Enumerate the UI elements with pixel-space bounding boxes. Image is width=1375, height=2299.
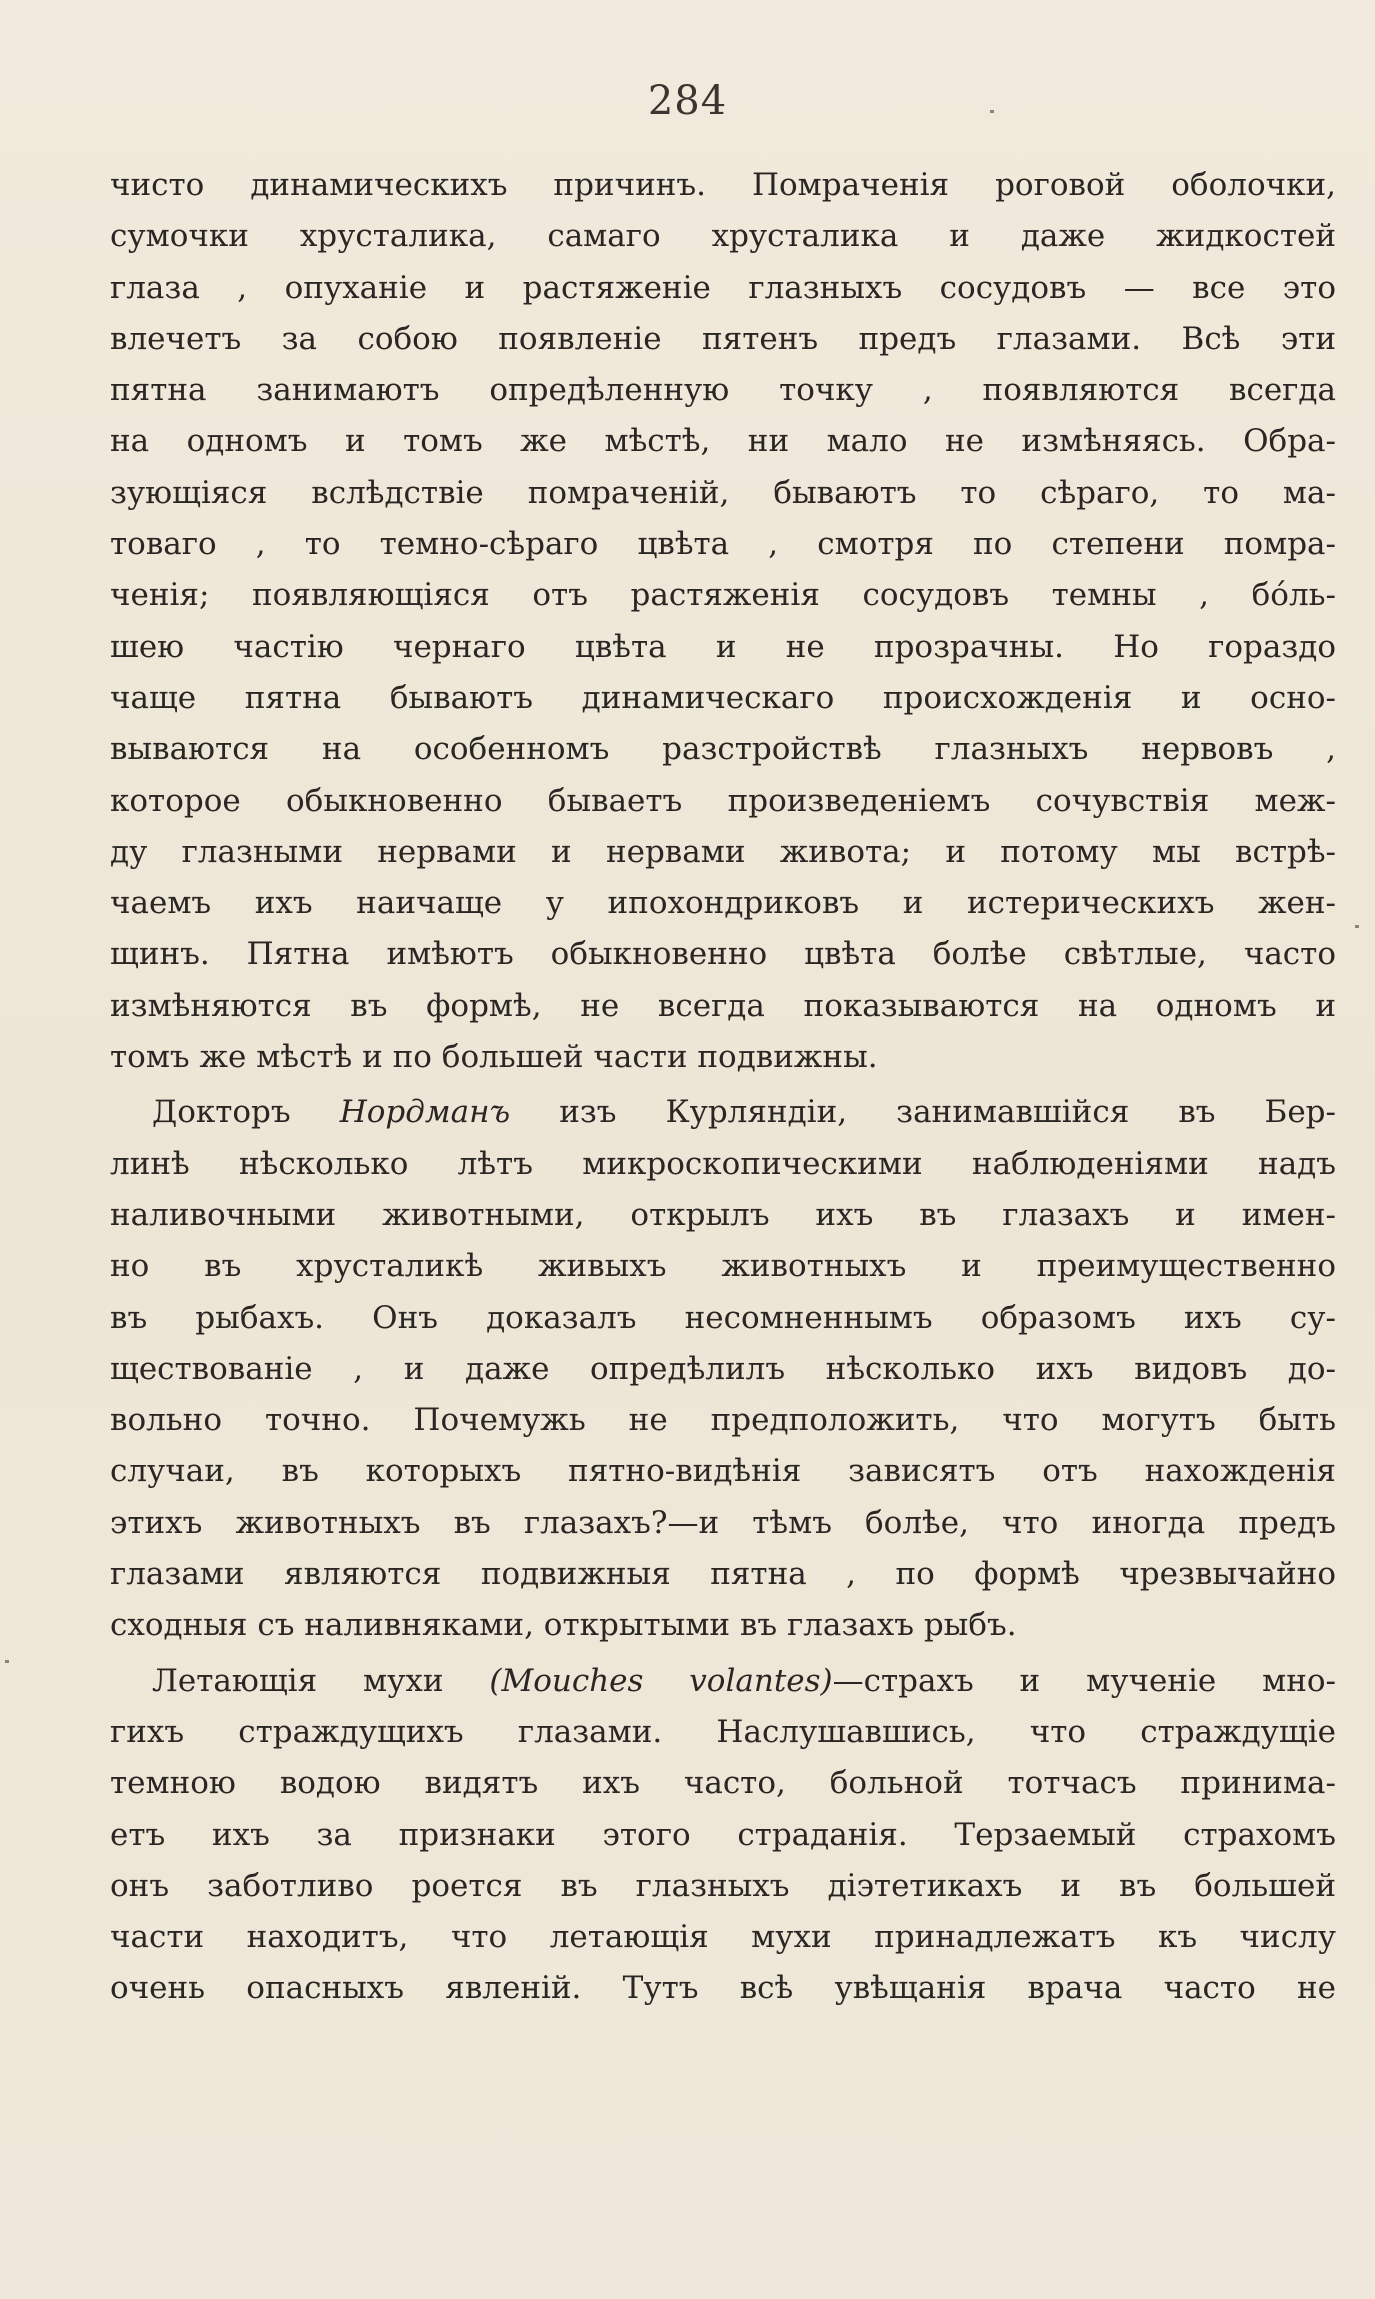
text-line: зующіяся вслѣдствіе помраченій, бываютъ то сѣраго, то ма- — [110, 474, 1336, 511]
paragraph-3 — [110, 1656, 1336, 2015]
text-line: чисто динамическихъ причинъ. Помраченія роговой оболочки, — [110, 167, 1336, 203]
text-line: чаемъ ихъ наичаще у ипохондриковъ и истерическихъ жен- — [110, 885, 1336, 922]
line-suffix: —страхъ и мученіе мно- — [832, 1662, 1336, 1699]
text-line: щинъ. Пятна имѣютъ обыкновенно цвѣта болѣе свѣтлые, часто — [110, 936, 1336, 973]
text-line: онъ заботливо роется въ глазныхъ діэтетикахъ и въ большей — [110, 1867, 1336, 1904]
text-line: томъ же мѣстѣ и по большей части подвижны. — [110, 1039, 878, 1076]
text-line: части находитъ, что летающія мухи принадлежатъ къ числу — [110, 1919, 1336, 1956]
text-line: ченія; появляющіяся отъ растяженія сосудовъ темны , бо́ль- — [110, 577, 1336, 614]
text-line: вольно точно. Почемужь не предположить, что могутъ быть — [110, 1402, 1336, 1439]
text-line: темною водою видятъ ихъ часто, больной тотчасъ принима- — [110, 1765, 1336, 1802]
line-suffix: изъ Курляндіи, занимавшійся въ Бер- — [510, 1094, 1336, 1131]
body-text — [110, 160, 1336, 2015]
text-line: ществованіе , и даже опредѣлилъ нѣсколько ихъ видовъ до- — [110, 1350, 1336, 1387]
scan-speck — [990, 110, 994, 113]
text-line: глазами являются подвижныя пятна , по формѣ чрезвычайно — [110, 1556, 1336, 1593]
text-line: ду глазными нервами и нервами живота; и потому мы встрѣ- — [110, 833, 1336, 870]
page-number: 284 — [647, 78, 728, 124]
text-line: товаго , то темно-сѣраго цвѣта , смотря по степени помра- — [110, 526, 1336, 563]
italic-name: Нордманъ — [339, 1094, 511, 1131]
line-prefix: Докторъ — [152, 1094, 340, 1131]
text-line: вываются на особенномъ разстройствѣ глазныхъ нервовъ , — [110, 731, 1336, 768]
text-line: на одномъ и томъ же мѣстѣ, ни мало не измѣняясь. Обра- — [110, 423, 1336, 460]
paragraph-2 — [110, 1087, 1336, 1651]
text-line: сумочки хрусталика, самаго хрусталика и даже жидкостей — [110, 218, 1336, 255]
text-line: очень опасныхъ явленій. Тутъ всѣ увѣщанія врача часто не — [110, 1970, 1336, 2007]
text-line: шею частію чернаго цвѣта и не прозрачны. Но гораздо — [110, 628, 1336, 665]
line-prefix: Летающія мухи — [152, 1662, 490, 1699]
text-line: которое обыкновенно бываетъ произведеніемъ сочувствія меж- — [110, 782, 1336, 819]
text-line: въ рыбахъ. Онъ доказалъ несомненнымъ образомъ ихъ су- — [110, 1299, 1336, 1336]
text-line: глаза , опуханіе и растяженіе глазныхъ сосудовъ — все это — [110, 269, 1336, 306]
italic-term: (Mouches volantes) — [489, 1662, 833, 1699]
scan-speck — [1355, 925, 1359, 928]
text-line: линѣ нѣсколько лѣтъ микроскопическими наблюденіями надъ — [110, 1145, 1336, 1182]
text-line: измѣняются въ формѣ, не всегда показываются на одномъ и — [110, 987, 1336, 1024]
text-line: наливочными животными, открылъ ихъ въ глазахъ и имен- — [110, 1196, 1336, 1233]
text-line: етъ ихъ за признаки этого страданія. Терзаемый страхомъ — [110, 1816, 1336, 1853]
text-line-with-italic — [110, 1656, 1336, 1707]
paragraph-1 — [110, 160, 1336, 1083]
text-line: этихъ животныхъ въ глазахъ?—и тѣмъ болѣе, что иногда предъ — [110, 1504, 1336, 1541]
text-line: гихъ страждущихъ глазами. Наслушавшись, что страждущіе — [110, 1713, 1336, 1750]
text-line-with-italic — [110, 1087, 1336, 1138]
text-line: но въ хрусталикѣ живыхъ животныхъ и преимущественно — [110, 1248, 1336, 1285]
scan-speck — [5, 1660, 9, 1663]
text-line: пятна занимаютъ опредѣленную точку , появляются всегда — [110, 372, 1336, 409]
text-line: влечетъ за собою появленіе пятенъ предъ глазами. Всѣ эти — [110, 320, 1336, 357]
text-line: случаи, въ которыхъ пятно-видѣнія зависятъ отъ нахожденія — [110, 1453, 1336, 1490]
text-line: сходныя съ наливняками, открытыми въ глазахъ рыбъ. — [110, 1607, 1017, 1644]
text-line: чаще пятна бываютъ динамическаго происхожденія и осно- — [110, 679, 1336, 716]
